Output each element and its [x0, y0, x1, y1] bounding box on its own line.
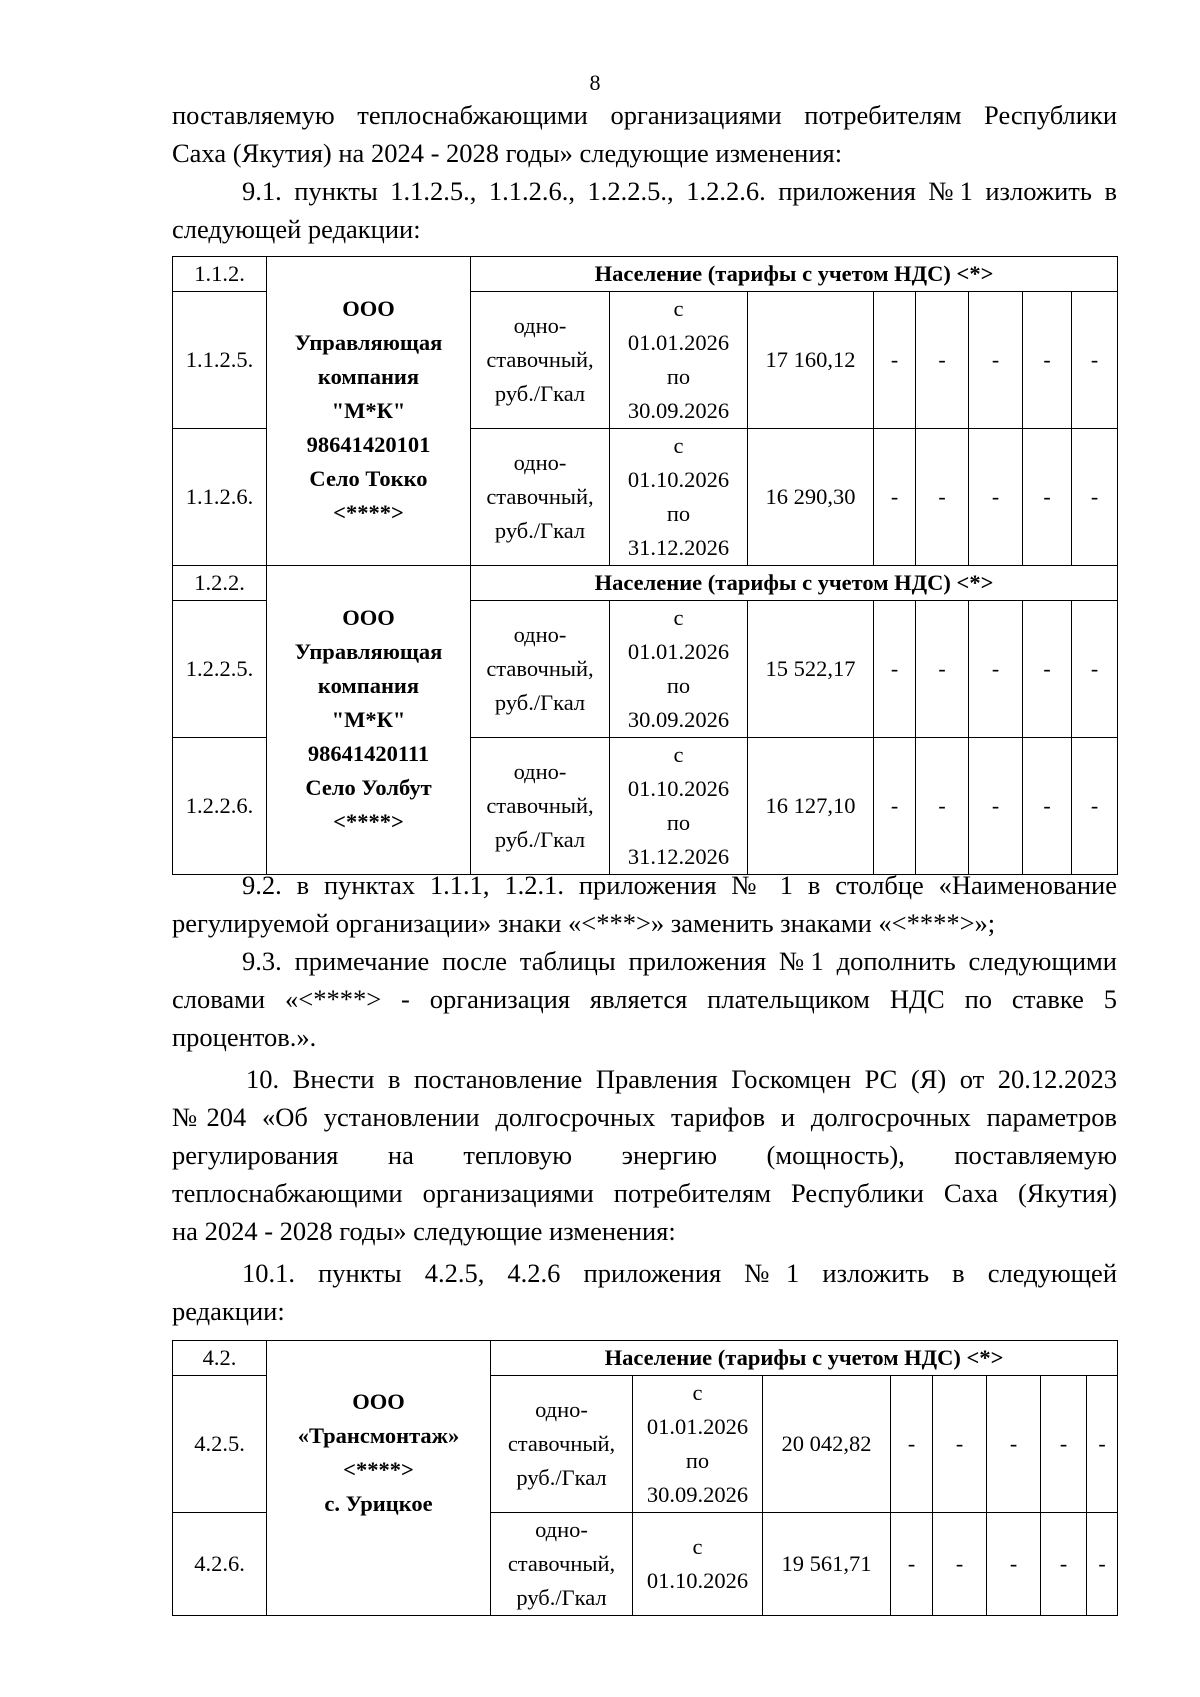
empty-value-cell: - [916, 738, 969, 875]
period-cell-line: 31.12.2026 [627, 844, 730, 869]
rate-type-cell-line: ставочный, [486, 484, 594, 509]
organization-cell-line: "М*К" [331, 707, 406, 732]
period-cell-line: по [666, 810, 691, 835]
table-group-header-row [173, 1341, 1118, 1376]
empty-value-cell: - [1087, 1376, 1118, 1513]
row-code-cell: 4.2.6. [173, 1513, 267, 1616]
tariff-table-1 [172, 256, 1118, 875]
text-line: словами «<****> - организация является плательщиком НДС по ставке 5 [172, 984, 1117, 1014]
empty-value-cell: - [987, 1376, 1041, 1513]
period-cell [610, 292, 748, 429]
empty-value-cell: - [1072, 429, 1118, 566]
rate-type-cell-line: одно- [513, 622, 567, 647]
period-cell-line: 01.10.2026 [627, 776, 730, 801]
period-cell-line: 30.09.2026 [646, 1482, 749, 1507]
organization-cell [267, 257, 471, 566]
period-cell-line: 30.09.2026 [627, 707, 730, 732]
empty-value-cell: - [891, 1513, 933, 1616]
text-line: следующей редакции: [172, 214, 421, 244]
empty-value-cell: - [1072, 292, 1118, 429]
empty-value-cell: - [1023, 601, 1072, 738]
period-cell-line: с [692, 1534, 703, 1559]
table-group-header-row [173, 566, 1118, 601]
text-line: регулирования на тепловую энергию (мощность), поставляемую [172, 1140, 1117, 1170]
paragraph-9-1 [172, 172, 1117, 248]
text-line: редакции: [172, 1296, 285, 1326]
organization-cell-line: <****> [343, 1457, 414, 1482]
row-code-cell: 1.1.2.5. [173, 292, 267, 429]
period-cell [633, 1513, 763, 1616]
rate-type-cell-line: руб./Гкал [494, 827, 586, 852]
group-code-cell: 4.2. [173, 1341, 267, 1376]
empty-value-cell: - [969, 292, 1023, 429]
empty-value-cell: - [916, 292, 969, 429]
organization-cell-line: <****> [333, 809, 404, 834]
rate-type-cell-line: одно- [535, 1517, 588, 1542]
empty-value-cell: - [916, 429, 969, 566]
paragraph-9-2 [172, 866, 1117, 942]
empty-value-cell: - [1072, 738, 1118, 875]
period-cell-line: с [673, 296, 684, 321]
empty-value-cell: - [874, 738, 916, 875]
rate-type-cell [471, 601, 610, 738]
organization-cell-line: ООО [342, 296, 395, 321]
empty-value-cell: - [874, 429, 916, 566]
empty-value-cell: - [1023, 738, 1072, 875]
organization-cell-line: компания [317, 364, 420, 389]
organization-cell-line: Управляющая [294, 639, 443, 664]
empty-value-cell: - [987, 1513, 1041, 1616]
period-cell-line: с [673, 742, 684, 767]
empty-value-cell: - [1087, 1513, 1118, 1616]
rate-type-cell-line: ставочный, [507, 1551, 616, 1576]
empty-value-cell: - [969, 601, 1023, 738]
organization-cell-line: ООО [342, 605, 395, 630]
period-cell-line: 01.01.2026 [627, 639, 730, 664]
organization-cell-line: "М*К" [331, 398, 406, 423]
rate-type-cell-line: ставочный, [486, 347, 594, 372]
organization-cell-line: ООО [352, 1389, 405, 1414]
rate-type-cell [471, 429, 610, 566]
rate-type-cell [491, 1376, 633, 1513]
rate-type-cell-line: руб./Гкал [516, 1465, 607, 1490]
group-header-cell: Население (тарифы с учетом НДС) <*> [471, 257, 1118, 292]
text-line: 10.1. пункты 4.2.5, 4.2.6 приложения №1 изложить в следующей [242, 1258, 1117, 1288]
organization-cell-line: Село Токко [309, 466, 428, 491]
rate-type-cell [471, 292, 610, 429]
empty-value-cell: - [1041, 1376, 1087, 1513]
rate-type-cell-line: ставочный, [486, 793, 594, 818]
row-code-cell: 4.2.5. [173, 1376, 267, 1513]
period-cell-line: 01.01.2026 [627, 330, 730, 355]
rate-type-cell-line: руб./Гкал [494, 690, 586, 715]
period-cell-line: по [685, 1448, 710, 1473]
group-code-cell: 1.1.2. [173, 257, 267, 292]
row-code-cell: 1.1.2.6. [173, 429, 267, 566]
period-cell-line: 31.12.2026 [627, 535, 730, 560]
page-number: 8 [589, 70, 601, 95]
organization-cell-line: <****> [333, 500, 404, 525]
tariff-value-cell: 19 561,71 [763, 1513, 891, 1616]
empty-value-cell: - [933, 1376, 987, 1513]
period-cell-line: по [666, 673, 691, 698]
text-line: 10. Внести в постановление Правления Госкомцен РС (Я) от 20.12.2023 [246, 1064, 1117, 1094]
empty-value-cell: - [1072, 601, 1118, 738]
organization-cell-line: «Трансмонтаж» [297, 1423, 460, 1448]
period-cell-line: с [673, 433, 684, 458]
row-code-cell: 1.2.2.6. [173, 738, 267, 875]
period-cell-line: по [666, 501, 691, 526]
rate-type-cell-line: руб./Гкал [516, 1585, 607, 1610]
period-cell [610, 429, 748, 566]
paragraph-intro [172, 96, 1117, 172]
text-line: 9.2. в пунктах 1.1.1, 1.2.1. приложения № 1 в столбце «Наименование [242, 870, 1117, 900]
empty-value-cell: - [1023, 292, 1072, 429]
row-code-cell: 1.2.2.5. [173, 601, 267, 738]
text-line: процентов.». [172, 1022, 317, 1052]
period-cell [610, 601, 748, 738]
empty-value-cell: - [916, 601, 969, 738]
organization-cell-line: компания [317, 673, 420, 698]
paragraph-10-1 [172, 1254, 1117, 1330]
tariff-value-cell: 17 160,12 [748, 292, 874, 429]
tariff-table-2 [172, 1340, 1118, 1616]
tariff-value-cell: 16 127,10 [748, 738, 874, 875]
empty-value-cell: - [1041, 1513, 1087, 1616]
period-cell-line: 01.10.2026 [646, 1568, 749, 1593]
group-header-cell: Население (тарифы с учетом НДС) <*> [491, 1341, 1118, 1376]
organization-cell [267, 1341, 491, 1616]
rate-type-cell [491, 1513, 633, 1616]
empty-value-cell: - [874, 292, 916, 429]
rate-type-cell-line: одно- [535, 1397, 588, 1422]
empty-value-cell: - [969, 738, 1023, 875]
period-cell-line: по [666, 364, 691, 389]
period-cell-line: с [692, 1380, 703, 1405]
tariff-value-cell: 16 290,30 [748, 429, 874, 566]
table-group-header-row [173, 257, 1118, 292]
paragraph-10 [172, 1060, 1117, 1250]
group-code-cell: 1.2.2. [173, 566, 267, 601]
organization-cell-line: Управляющая [294, 330, 443, 355]
text-line: №204 «Об установлении долгосрочных тарифов и долгосрочных параметров [172, 1102, 1117, 1132]
organization-cell-line: 98641420101 [306, 432, 431, 457]
paragraph-9-3 [172, 942, 1117, 1056]
period-cell-line: с [673, 605, 684, 630]
rate-type-cell [471, 738, 610, 875]
rate-type-cell-line: руб./Гкал [494, 381, 586, 406]
empty-value-cell: - [933, 1513, 987, 1616]
organization-cell-line: 98641420111 [307, 741, 430, 766]
text-line: 9.1. пункты 1.1.2.5., 1.1.2.6., 1.2.2.5., 1.2.2.6. приложения №1 изложить в [242, 176, 1117, 206]
period-cell [610, 738, 748, 875]
rate-type-cell-line: ставочный, [486, 656, 594, 681]
rate-type-cell-line: одно- [513, 313, 567, 338]
empty-value-cell: - [969, 429, 1023, 566]
period-cell-line: 30.09.2026 [627, 398, 730, 423]
empty-value-cell: - [874, 601, 916, 738]
rate-type-cell-line: ставочный, [507, 1431, 616, 1456]
rate-type-cell-line: руб./Гкал [494, 518, 586, 543]
period-cell [633, 1376, 763, 1513]
text-line: Саха (Якутия) на 2024 - 2028 годы» следующие изменения: [172, 138, 843, 168]
text-line: на 2024 - 2028 годы» следующие изменения: [172, 1216, 676, 1246]
period-cell-line: 01.10.2026 [627, 467, 730, 492]
rate-type-cell-line: одно- [513, 450, 567, 475]
group-header-cell: Население (тарифы с учетом НДС) <*> [471, 566, 1118, 601]
text-line: поставляемую теплоснабжающими организациями потребителям Республики [172, 100, 1117, 130]
empty-value-cell: - [1023, 429, 1072, 566]
period-cell-line: 01.01.2026 [646, 1414, 749, 1439]
text-line: 9.3. примечание после таблицы приложения №1 дополнить следующими [242, 946, 1117, 976]
text-line: регулируемой организации» знаки «<***>» заменить знаками «<****>»; [172, 908, 996, 938]
rate-type-cell-line: одно- [513, 759, 567, 784]
tariff-value-cell: 15 522,17 [748, 601, 874, 738]
organization-cell-line: с. Урицкое [324, 1491, 433, 1516]
tariff-value-cell: 20 042,82 [763, 1376, 891, 1513]
organization-cell-line: Село Уолбут [305, 775, 432, 800]
empty-value-cell: - [891, 1376, 933, 1513]
text-line: теплоснабжающими организациями потребителям Республики Саха (Якутия) [172, 1178, 1117, 1208]
organization-cell [267, 566, 471, 875]
